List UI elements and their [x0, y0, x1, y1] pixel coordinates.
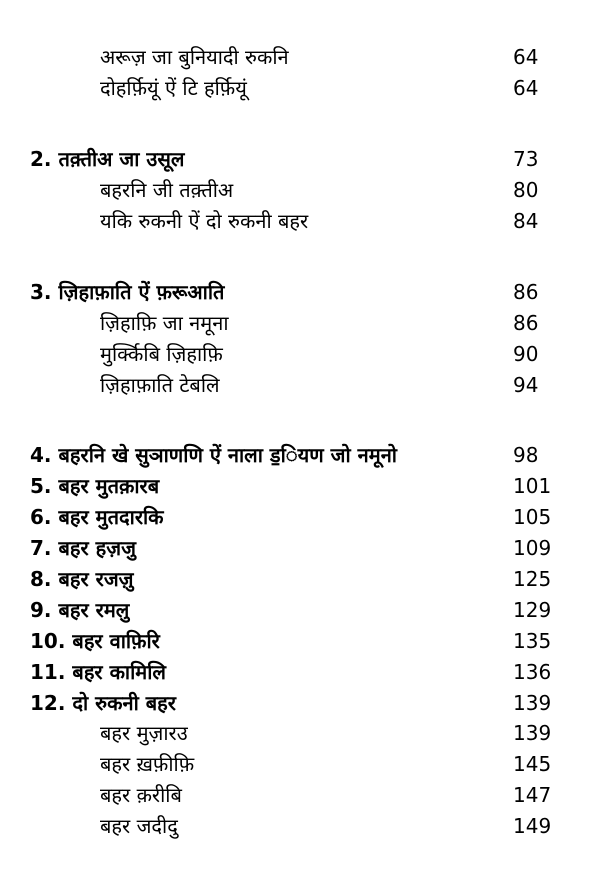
toc-entry — [0, 206, 600, 236]
toc-entry — [0, 718, 600, 748]
toc-entry-title: यकि रुकनी ऐं दो रुकनी बहर — [100, 209, 309, 233]
toc-chapter-page: 136 — [513, 660, 552, 684]
toc-chapter-page: 109 — [513, 536, 552, 560]
toc-entry — [0, 370, 600, 400]
toc-entry-page: 145 — [513, 752, 552, 776]
toc-entry-title: मुर्क्किबि ज़िहाफ़ि — [100, 342, 223, 366]
toc-chapter-title: 7. बहर हज़जु — [30, 536, 136, 560]
toc-entry-title: बहरनि जी तक़्तीअ — [100, 178, 234, 202]
toc-chapter-page: 105 — [513, 505, 552, 529]
toc-chapter-page: 139 — [513, 691, 552, 715]
toc-chapter-title: 9. बहर रमलु — [30, 598, 130, 622]
toc-entry — [0, 749, 600, 779]
toc-chapter — [0, 595, 600, 625]
toc-entry-page: 139 — [513, 721, 552, 745]
toc-entry-page: 86 — [513, 311, 539, 335]
toc-chapter-page: 129 — [513, 598, 552, 622]
toc-entry-title: दोहर्फ़ियूं ऐं टि हर्फ़ियूं — [100, 76, 247, 100]
toc-chapter-title: 10. बहर वाफ़िरि — [30, 629, 160, 653]
toc-chapter-page: 101 — [513, 474, 552, 498]
toc-chapter-page: 73 — [513, 147, 539, 171]
toc-chapter — [0, 144, 600, 174]
toc-entry — [0, 811, 600, 841]
toc-entry-title: बहर जदीदु — [100, 814, 178, 838]
toc-entry-title: अरूज़ जा बुनियादी रुकनि — [100, 45, 289, 69]
toc-entry-title: ज़िहाफ़ाति टेबलि — [100, 373, 220, 397]
toc-chapter-title: 12. दो रुकनी बहर — [30, 691, 176, 715]
toc-chapter-title: 4. बहरनि खे सुञाणणि ऐं नाला ड॒ियण जो नमूनो — [30, 443, 397, 467]
toc-entry — [0, 339, 600, 369]
toc-chapter — [0, 277, 600, 307]
toc-entry-page: 64 — [513, 45, 539, 69]
toc-entry-page: 147 — [513, 783, 552, 807]
toc-entry-page: 90 — [513, 342, 539, 366]
toc-entry-page: 149 — [513, 814, 552, 838]
toc-chapter-title: 3. ज़िहाफ़ाति ऐं फ़रूआति — [30, 280, 225, 304]
toc-entry-title: बहर मुज़ारउ — [100, 721, 188, 745]
toc-chapter — [0, 688, 600, 718]
toc-entry-page: 94 — [513, 373, 539, 397]
toc-entry — [0, 308, 600, 338]
toc-chapter — [0, 502, 600, 532]
toc-chapter — [0, 440, 600, 470]
toc-chapter-title: 8. बहर रजज़ु — [30, 567, 134, 591]
toc-entry — [0, 73, 600, 103]
toc-chapter-title: 11. बहर कामिलि — [30, 660, 166, 684]
toc-chapter — [0, 626, 600, 656]
toc-entry — [0, 780, 600, 810]
toc-chapter-title: 6. बहर मुतदारकि — [30, 505, 164, 529]
toc-entry-title: बहर ख़फ़ीफ़ि — [100, 752, 195, 776]
toc-entry-page: 64 — [513, 76, 539, 100]
toc-chapter — [0, 564, 600, 594]
toc-chapter — [0, 533, 600, 563]
toc-chapter-page: 98 — [513, 443, 539, 467]
toc-chapter-page: 125 — [513, 567, 552, 591]
toc-chapter-page: 86 — [513, 280, 539, 304]
toc-chapter-title: 2. तक़्तीअ जा उसूल — [30, 147, 185, 171]
toc-entry-title: ज़िहाफ़ि जा नमूना — [100, 311, 229, 335]
toc-entry-page: 84 — [513, 209, 539, 233]
toc-entry-title: बहर क़रीबि — [100, 783, 182, 807]
toc-entry-page: 80 — [513, 178, 539, 202]
toc-chapter — [0, 471, 600, 501]
toc-chapter-page: 135 — [513, 629, 552, 653]
toc-entry — [0, 42, 600, 72]
toc-chapter — [0, 657, 600, 687]
toc-entry — [0, 175, 600, 205]
toc-chapter-title: 5. बहर मुतक़ारब — [30, 474, 160, 498]
